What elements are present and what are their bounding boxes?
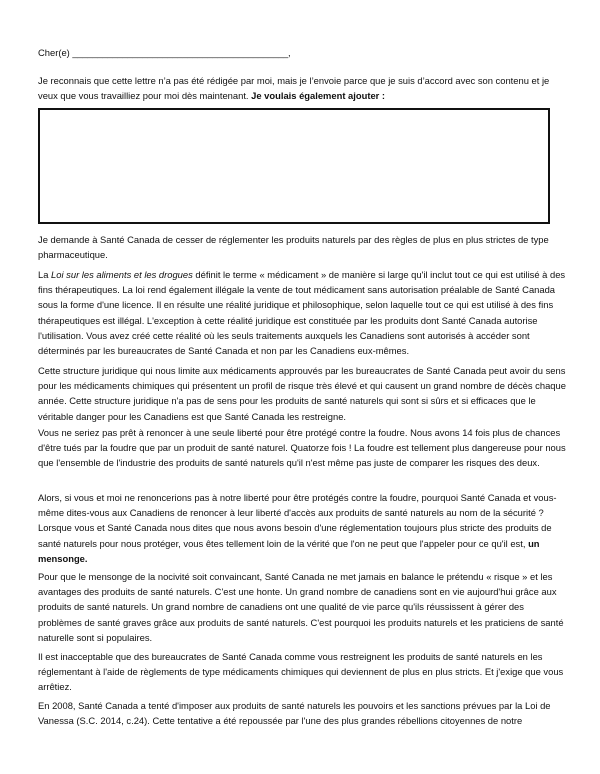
paragraph-2-pre: La xyxy=(38,269,52,280)
salutation xyxy=(38,45,568,60)
intro-bold: Je voulais également ajouter : xyxy=(251,90,386,102)
paragraph-1: Je demande à Santé Canada de cesser de réglementer les produits naturels par des règles de plus en plus strictes de type pharmaceutique. xyxy=(38,234,549,261)
salutation-prefix: Cher(e) xyxy=(38,47,70,58)
paragraph-8: En 2008, Santé Canada a tenté d'imposer aux produits de santé naturels les pouvoirs et les sanctions prévues par la Loi de Vanessa (S.C. 2014, c.24). Cette tentative a été repoussée par l'une des plus grandes rébellions citoyennes de notre xyxy=(38,700,551,727)
law-title: Loi sur les aliments et les drogues xyxy=(51,269,193,280)
recipient-blank: ___________________________________________, xyxy=(72,47,291,58)
paragraph-2 xyxy=(38,267,568,358)
paragraph-4: Vous ne seriez pas prêt à renoncer à une seule liberté pour être protégé contre la foudre. Nous avons 14 fois plus de chances d'être tués par la foudre que par un produit de santé naturel. Quatorze fois ! La foudre est tellement plus dangereuse pour nous que l'ensemble de l'industrie des produits de santé naturels qu'il n'est même pas juste de comparer les risques des deux. xyxy=(38,427,566,469)
paragraph-6: Pour que le mensonge de la nocivité soit convaincant, Santé Canada ne met jamais en balance le prétendu « risque » et les avantages des produits de santé naturels. C'est une honte. Un grand nombre de canadiens sont en vie aujourd'hui grâce aux produits de santé naturels. Un grand nombre de canadiens ont une qualité de vie parce qu'ils réussissent à gérer des problèmes de santé graves grâce aux produits de santé naturels. C'est pourquoi les produits naturels et les praticiens de santé naturelle sont si populaires. xyxy=(38,571,564,643)
comment-box[interactable] xyxy=(38,108,550,224)
intro-text: Je reconnais que cette lettre n’a pas été rédigée par moi, mais je l’envoie parce que je suis d’accord avec son contenu et je veux que vous travailliez pour moi dès maintenant. xyxy=(38,75,550,102)
paragraph-5-text: Alors, si vous et moi ne renoncerions pas à notre liberté pour être protégés contre la foudre, pourquoi Santé Canada et vous-même dites-vous aux Canadiens de renoncer à leur liberté d'accès aux produits de santé naturels au nom de la sécurité ? Lorsque vous et Santé Canada nous dites que nous avons besoin d'une réglementation toujours plus stricte des produits de santé naturels pour nous protéger, vous êtes tellement loin de la vérité que l'on ne peut que l'appeler pour ce qu'il est, xyxy=(38,492,557,549)
intro-paragraph xyxy=(38,73,568,103)
paragraph-5 xyxy=(38,490,568,566)
paragraph-3: Cette structure juridique qui nous limite aux médicaments approuvés par les bureaucrates de Santé Canada peut avoir du sens pour les médicaments chimiques qui présentent un profil de risque très élevé et qui causent un grand nombre de décès chaque année. Cette structure juridique n'a pas de sens pour les produits de santé naturels qui sont si sûrs et si efficaces que le véritable danger pour les Canadiens est que Santé Canada les restreigne. xyxy=(38,365,566,422)
paragraph-2-post: définit le terme « médicament » de manière si large qu'il inclut tout ce qui est utilisé à des fins thérapeutiques. La loi rend également illégale la vente de tout médicament sans autorisation préalable de Santé Canada sous la forme d'une licence. Il en résulte une réalité juridique et philosophique, selon laquelle tout ce qui est utilisé à des fins thérapeutiques est illégal. L'exception à cette réalité juridique est constituée par les produits dont Santé Canada autorise l'utilisation. Vous avez créé cette réalité où les seuls traitements auxquels les Canadiens sont autorisés à accéder sont déterminés par les bureaucrates de Santé Canada et non par les Canadiens eux-mêmes. xyxy=(38,269,566,357)
paragraph-7: Il est inacceptable que des bureaucrates de Santé Canada comme vous restreignent les produits de santé naturels en les réglementant à l'aide de règlements de type médicaments chimiques qui deviennent de plus en plus stricts. Et j'exige que vous arrêtiez. xyxy=(38,651,564,693)
paragraph-5-bold: un mensonge. xyxy=(38,537,540,564)
